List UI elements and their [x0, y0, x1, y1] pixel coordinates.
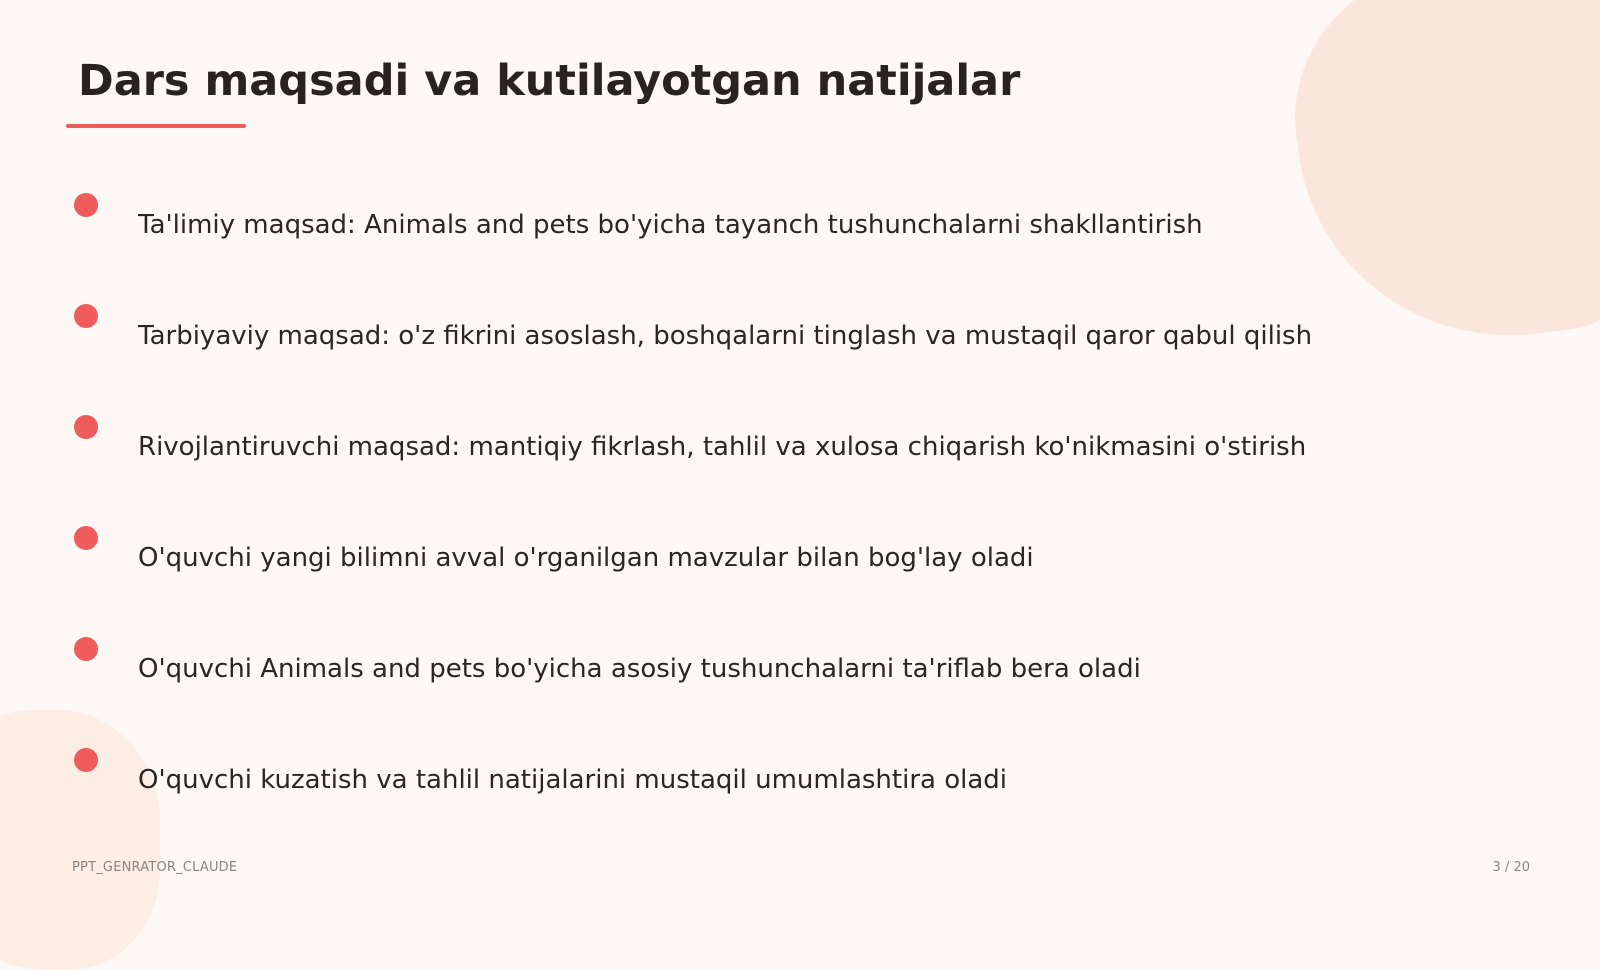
- bullet-dot-icon: [74, 304, 98, 328]
- bullet-dot-icon: [74, 415, 98, 439]
- bullet-dot-icon: [74, 526, 98, 550]
- decorative-blob-top-right: [1275, 0, 1600, 363]
- bullet-text: O'quvchi Animals and pets bo'yicha asosiy tushunchalarni ta'riflab bera oladi: [138, 654, 1141, 684]
- bullet-item: [0, 526, 1400, 586]
- bullet-text: Tarbiyaviy maqsad: o'z fikrini asoslash, boshqalarni tinglash va mustaqil qaror qabul qilish: [138, 321, 1313, 351]
- bullet-item: [0, 748, 1400, 808]
- page-indicator: 3 / 20: [1492, 860, 1530, 875]
- footer-label: PPT_GENRATOR_CLAUDE: [72, 860, 238, 875]
- bullet-text: Ta'limiy maqsad: Animals and pets bo'yicha tayanch tushunchalarni shakllantirish: [138, 210, 1203, 240]
- slide-title: Dars maqsadi va kutilayotgan natijalar: [78, 56, 1021, 106]
- decorative-blob-bottom-left: [0, 710, 160, 970]
- bullet-item: [0, 193, 1400, 253]
- bullet-text: Rivojlantiruvchi maqsad: mantiqiy fikrlash, tahlil va xulosa chiqarish ko'nikmasini o'stirish: [138, 432, 1307, 462]
- bullet-item: [0, 304, 1400, 364]
- bullet-text: O'quvchi kuzatish va tahlil natijalarini mustaqil umumlashtira oladi: [138, 765, 1007, 795]
- bullet-item: [0, 415, 1400, 475]
- title-underline: [66, 124, 246, 128]
- bullet-text: O'quvchi yangi bilimni avval o'rganilgan mavzular bilan bog'lay oladi: [138, 543, 1034, 573]
- bullet-dot-icon: [74, 637, 98, 661]
- bullet-dot-icon: [74, 193, 98, 217]
- bullet-item: [0, 637, 1400, 697]
